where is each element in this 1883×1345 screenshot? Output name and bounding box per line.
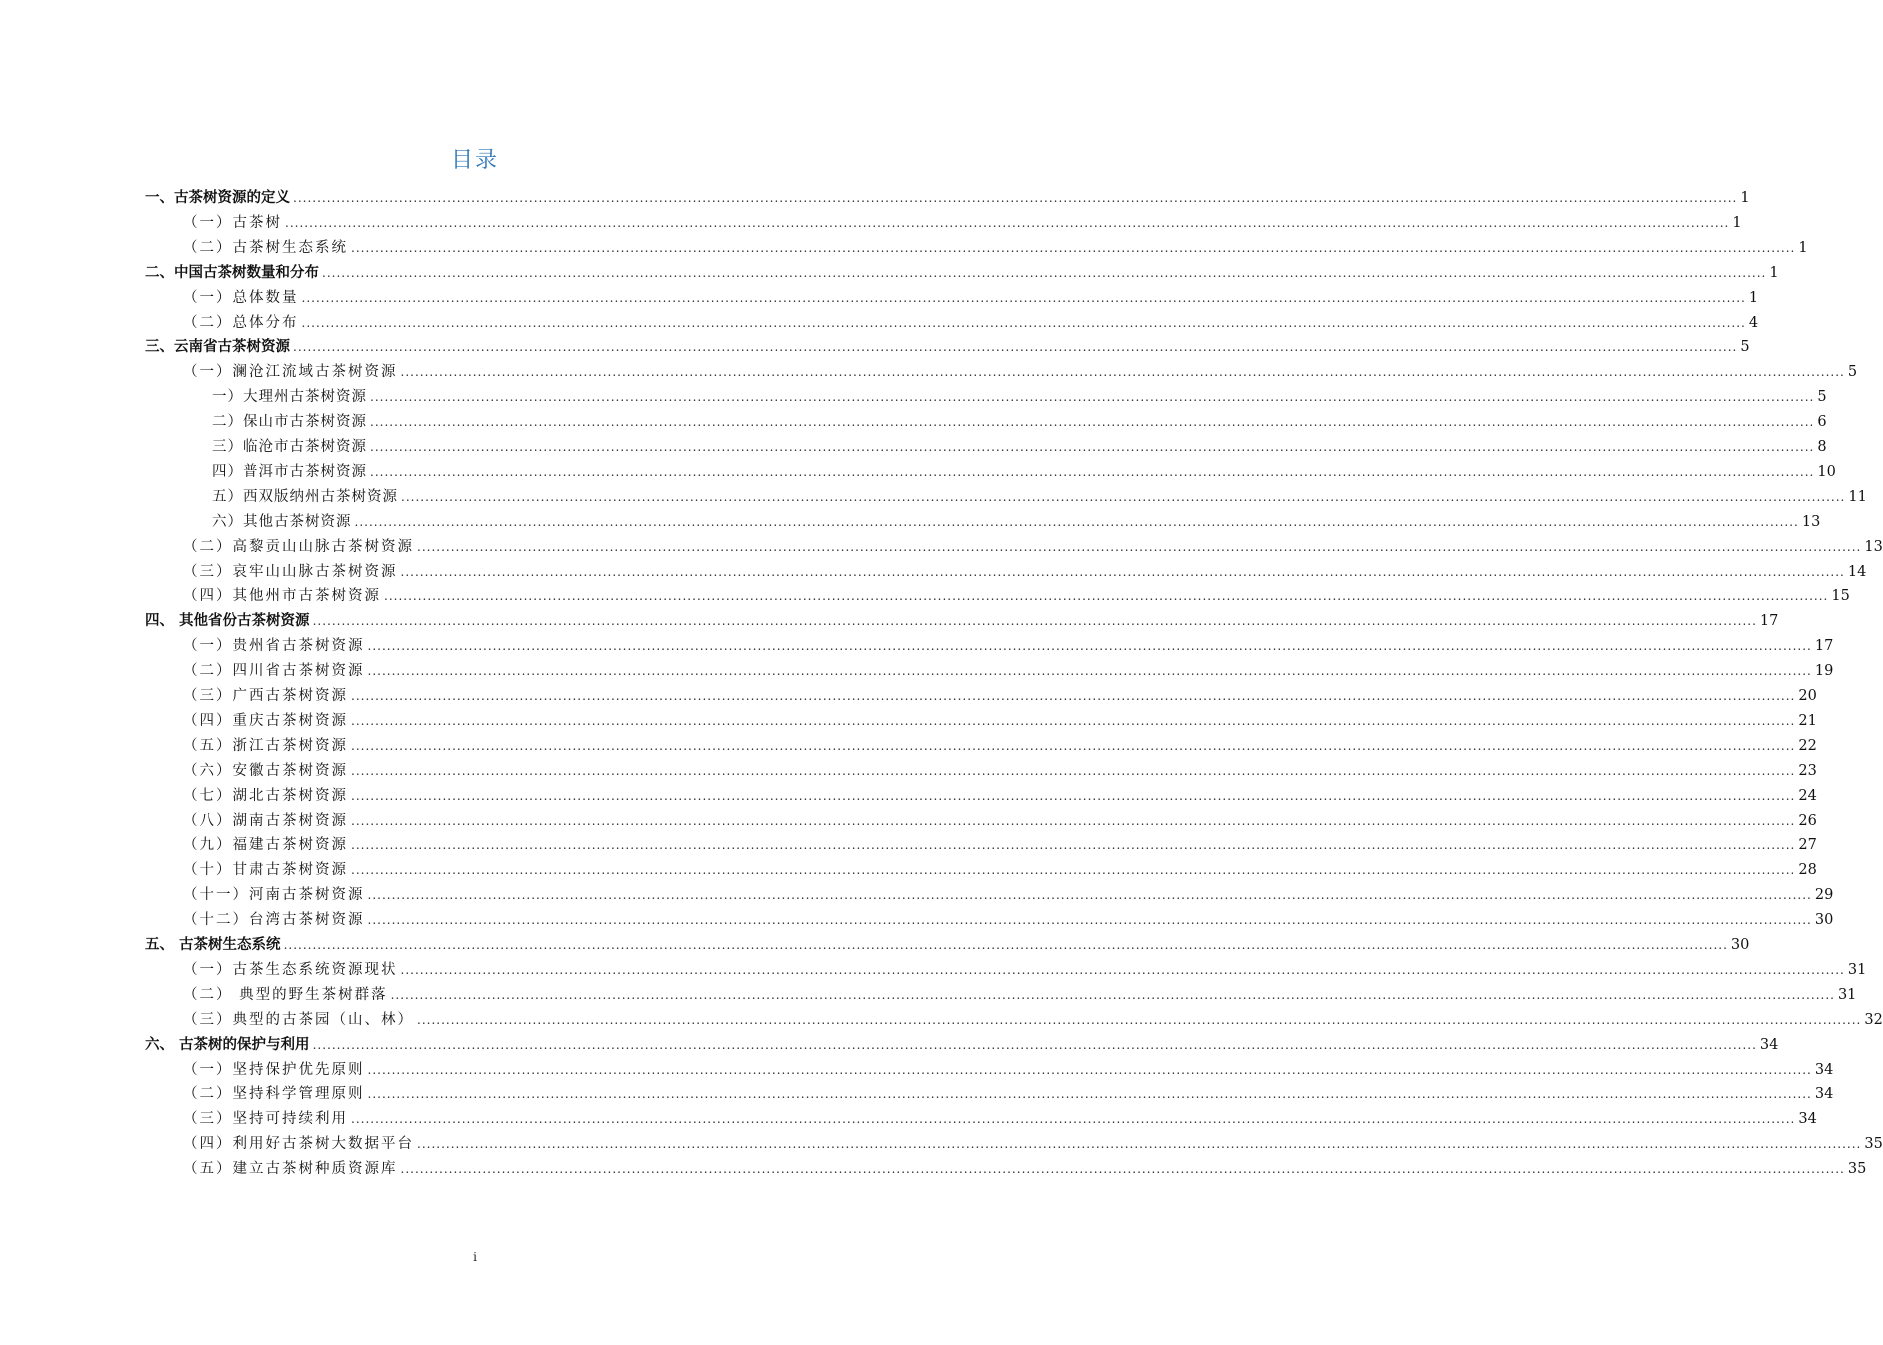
- toc-entry[interactable]: [183, 311, 1759, 335]
- toc-entry-label: （四）其他州市古茶树资源: [183, 588, 381, 605]
- toc-entry-page: 1: [1748, 289, 1759, 306]
- toc-entry-page: 26: [1798, 812, 1817, 829]
- toc-entry[interactable]: [212, 460, 1836, 484]
- toc-entry[interactable]: [183, 784, 1817, 808]
- toc-entry-label: （一）贵州省古茶树资源: [183, 638, 365, 655]
- toc-leader-dots: ............................................................................................................................................................................................................................................................................................................: [293, 340, 1738, 355]
- toc-entry-label: 四）普洱市古茶树资源: [212, 463, 367, 480]
- toc-entry-page: 34: [1814, 1061, 1834, 1078]
- toc-entry[interactable]: [183, 584, 1850, 608]
- toc-entry-page: 17: [1814, 638, 1834, 655]
- toc-entry-label: 六、 古茶树的保护与利用: [145, 1036, 310, 1053]
- toc-entry-label: 一、古茶树资源的定义: [145, 190, 290, 206]
- toc-leader-dots: ............................................................................................................................................................................................................................................................................................................: [367, 913, 1812, 928]
- toc-leader-dots: ............................................................................................................................................................................................................................................................................................................: [367, 888, 1812, 903]
- toc-entry-label: （一）古茶树: [183, 214, 282, 231]
- toc-leader-dots: ............................................................................................................................................................................................................................................................................................................: [351, 763, 1796, 778]
- toc-leader-dots: ............................................................................................................................................................................................................................................................................................................: [351, 1112, 1796, 1127]
- toc-entry-page: 10: [1817, 463, 1836, 480]
- toc-leader-dots: ............................................................................................................................................................................................................................................................................................................: [293, 191, 1738, 205]
- toc-leader-dots: ............................................................................................................................................................................................................................................................................................................: [351, 838, 1796, 853]
- toc-leader-dots: ............................................................................................................................................................................................................................................................................................................: [370, 464, 1815, 479]
- toc-leader-dots: ............................................................................................................................................................................................................................................................................................................: [351, 240, 1796, 255]
- toc-entry-label: （三）广西古茶树资源: [183, 688, 348, 704]
- toc-entry-page: 34: [1798, 1111, 1817, 1128]
- toc-entry[interactable]: [212, 485, 1867, 509]
- toc-entry[interactable]: [183, 211, 1742, 235]
- toc-entry-page: 34: [1759, 1036, 1779, 1053]
- toc-leader-dots: ............................................................................................................................................................................................................................................................................................................: [370, 415, 1815, 430]
- toc-entry-page: 6: [1817, 414, 1827, 431]
- toc-entry-page: 1: [1769, 264, 1779, 281]
- toc-entry-label: 三、云南省古茶树资源: [145, 339, 290, 356]
- toc-entry[interactable]: [183, 659, 1834, 683]
- toc-leader-dots: ............................................................................................................................................................................................................................................................................................................: [367, 1087, 1812, 1102]
- toc-leader-dots: ............................................................................................................................................................................................................................................................................................................: [400, 1162, 1845, 1177]
- toc-entry[interactable]: [212, 410, 1827, 434]
- toc-entry-page: 11: [1848, 488, 1867, 505]
- toc-entry-page: 1: [1798, 239, 1808, 256]
- toc-leader-dots: ............................................................................................................................................................................................................................................................................................................: [312, 614, 1757, 629]
- toc-leader-dots: ............................................................................................................................................................................................................................................................................................................: [370, 440, 1815, 454]
- toc-entry[interactable]: [183, 709, 1817, 733]
- toc-entry-page: 23: [1798, 762, 1817, 779]
- toc-leader-dots: ............................................................................................................................................................................................................................................................................................................: [417, 539, 1862, 554]
- toc-entry-label: 三）临沧市古茶树资源: [212, 439, 367, 455]
- toc-leader-dots: ............................................................................................................................................................................................................................................................................................................: [367, 639, 1812, 654]
- toc-entry-page: 21: [1798, 712, 1817, 729]
- toc-entry-page: 34: [1814, 1086, 1834, 1103]
- toc-entry-label: （十）甘肃古茶树资源: [183, 862, 348, 879]
- toc-entry[interactable]: [212, 385, 1827, 409]
- toc-leader-dots: ............................................................................................................................................................................................................................................................................................................: [322, 265, 1767, 280]
- toc-leader-dots: ............................................................................................................................................................................................................................................................................................................: [285, 215, 1730, 230]
- toc-entry-label: （九）福建古茶树资源: [183, 837, 348, 854]
- toc-entry-page: 20: [1798, 688, 1817, 704]
- toc-leader-dots: ............................................................................................................................................................................................................................................................................................................: [351, 713, 1796, 728]
- toc-entry[interactable]: [183, 286, 1759, 310]
- toc-entry[interactable]: [183, 560, 1867, 584]
- toc-entry-label: 四、 其他省份古茶树资源: [145, 613, 310, 630]
- toc-entry-label: 六）其他古茶树资源: [212, 513, 352, 530]
- toc-leader-dots: ............................................................................................................................................................................................................................................................................................................: [384, 589, 1829, 604]
- toc-entry[interactable]: [183, 809, 1817, 833]
- toc-entry-page: 29: [1814, 887, 1834, 904]
- toc-entry-label: （二）坚持科学管理原则: [183, 1086, 365, 1103]
- toc-entry-page: 27: [1798, 837, 1817, 854]
- toc-entry-page: 14: [1847, 563, 1867, 580]
- toc-entry-label: （四）重庆古茶树资源: [183, 712, 348, 729]
- toc-entry-label: （一）坚持保护优先原则: [183, 1061, 365, 1078]
- toc-entry-label: （三）典型的古茶园（山、林）: [183, 1011, 414, 1028]
- toc-entry[interactable]: [183, 759, 1817, 783]
- toc-entry[interactable]: [183, 236, 1808, 260]
- toc-entry[interactable]: [183, 833, 1817, 857]
- toc-leader-dots: ............................................................................................................................................................................................................................................................................................................: [390, 987, 1835, 1002]
- toc-entry-page: 13: [1801, 513, 1821, 530]
- toc-leader-dots: ............................................................................................................................................................................................................................................................................................................: [400, 564, 1845, 579]
- toc-entry[interactable]: [183, 983, 1857, 1007]
- toc-entry-label: （一）澜沧江流域古茶树资源: [183, 364, 398, 381]
- toc-entry[interactable]: [183, 1058, 1834, 1082]
- toc-entry-page: 1: [1740, 190, 1750, 206]
- toc-entry-page: 5: [1847, 364, 1858, 381]
- toc-entry-page: 1: [1732, 214, 1742, 231]
- toc-entry[interactable]: [183, 883, 1834, 907]
- toc-entry[interactable]: [145, 1033, 1779, 1057]
- toc-leader-dots: ............................................................................................................................................................................................................................................................................................................: [351, 738, 1796, 753]
- toc-entry[interactable]: [183, 734, 1817, 758]
- toc-entry-label: 一）大理州古茶树资源: [212, 389, 367, 406]
- toc-entry[interactable]: [183, 684, 1817, 708]
- toc-entry-label: （二）总体分布: [183, 314, 299, 331]
- toc-entry[interactable]: [183, 1008, 1883, 1032]
- toc-entry-label: （十一）河南古茶树资源: [183, 887, 365, 904]
- toc-entry-label: 五、 古茶树生态系统: [145, 937, 281, 953]
- toc-leader-dots: ............................................................................................................................................................................................................................................................................................................: [367, 664, 1812, 679]
- toc-entry[interactable]: [183, 535, 1883, 559]
- toc-leader-dots: ............................................................................................................................................................................................................................................................................................................: [351, 863, 1796, 878]
- toc-entry-page: 30: [1814, 912, 1834, 929]
- toc-entry-label: 二）保山市古茶树资源: [212, 414, 367, 431]
- toc-entry-label: （八）湖南古茶树资源: [183, 812, 348, 829]
- toc-entry-page: 4: [1748, 314, 1759, 331]
- toc-entry[interactable]: [183, 958, 1867, 982]
- page-number: i: [473, 1250, 477, 1264]
- toc-entry[interactable]: [183, 858, 1817, 882]
- toc-entry[interactable]: [183, 1157, 1867, 1181]
- toc-entry-label: （五）建立古茶树种质资源库: [183, 1161, 398, 1178]
- toc-entry[interactable]: [183, 1082, 1834, 1106]
- toc-entry-label: （二）古茶树生态系统: [183, 239, 348, 256]
- toc-entry[interactable]: [145, 933, 1750, 957]
- toc-entry-page: 28: [1798, 862, 1817, 879]
- toc-entry-label: 五）西双版纳州古茶树资源: [212, 488, 398, 505]
- toc-entry[interactable]: [183, 1132, 1883, 1156]
- toc-entry-label: （一）总体数量: [183, 289, 299, 306]
- toc-entry-label: （二）高黎贡山山脉古茶树资源: [183, 538, 414, 555]
- toc-entry-label: （十二）台湾古茶树资源: [183, 912, 365, 929]
- toc-entry-label: （五）浙江古茶树资源: [183, 737, 348, 754]
- toc-entry[interactable]: [212, 510, 1821, 534]
- toc-entry-label: （二） 典型的野生茶树群落: [183, 986, 388, 1003]
- toc-entry[interactable]: [145, 609, 1779, 633]
- toc-entry-page: 13: [1864, 538, 1883, 555]
- toc-entry-page: 32: [1864, 1011, 1883, 1028]
- toc-leader-dots: ............................................................................................................................................................................................................................................................................................................: [367, 1062, 1812, 1077]
- toc-entry[interactable]: [183, 634, 1834, 658]
- toc-entry-label: （七）湖北古茶树资源: [183, 787, 348, 804]
- toc-leader-dots: ............................................................................................................................................................................................................................................................................................................: [354, 514, 1799, 529]
- toc-entry[interactable]: [183, 908, 1834, 932]
- toc-entry[interactable]: [145, 335, 1750, 359]
- toc-entry-page: 24: [1798, 787, 1817, 804]
- toc-entry-page: 31: [1847, 961, 1867, 978]
- toc-entry-label: 二、中国古茶树数量和分布: [145, 264, 319, 281]
- toc-leader-dots: ............................................................................................................................................................................................................................................................................................................: [417, 1012, 1862, 1027]
- toc-leader-dots: ............................................................................................................................................................................................................................................................................................................: [417, 1137, 1862, 1152]
- toc-leader-dots: ............................................................................................................................................................................................................................................................................................................: [301, 315, 1746, 330]
- toc-leader-dots: ............................................................................................................................................................................................................................................................................................................: [301, 290, 1746, 305]
- toc-entry-page: 35: [1864, 1136, 1883, 1153]
- toc-leader-dots: ............................................................................................................................................................................................................................................................................................................: [283, 938, 1728, 952]
- toc-leader-dots: ............................................................................................................................................................................................................................................................................................................: [351, 788, 1796, 803]
- toc-entry-label: （二）四川省古茶树资源: [183, 663, 365, 680]
- toc-entry-page: 31: [1837, 986, 1857, 1003]
- toc-leader-dots: ............................................................................................................................................................................................................................................................................................................: [400, 962, 1845, 977]
- toc-entry-label: （三）哀牢山山脉古茶树资源: [183, 563, 398, 580]
- toc-entry[interactable]: [183, 360, 1858, 384]
- toc-entry-label: （六）安徽古茶树资源: [183, 762, 348, 779]
- toc-entry-label: （一）古茶生态系统资源现状: [183, 961, 398, 978]
- toc-leader-dots: ............................................................................................................................................................................................................................................................................................................: [312, 1037, 1757, 1052]
- toc-leader-dots: ............................................................................................................................................................................................................................................................................................................: [351, 689, 1796, 703]
- toc-entry-page: 30: [1730, 937, 1750, 953]
- toc-entry[interactable]: [212, 435, 1827, 459]
- toc-entry-page: 17: [1759, 613, 1779, 630]
- toc-entry-label: （三）坚持可持续利用: [183, 1111, 348, 1128]
- toc-leader-dots: ............................................................................................................................................................................................................................................................................................................: [370, 390, 1815, 405]
- toc-entry-page: 35: [1847, 1161, 1867, 1178]
- toc-leader-dots: ............................................................................................................................................................................................................................................................................................................: [400, 365, 1845, 380]
- toc-entry-page: 8: [1817, 439, 1827, 455]
- toc-entry-page: 15: [1831, 588, 1850, 605]
- toc-title: 目录: [450, 148, 499, 173]
- toc-entry-page: 19: [1814, 663, 1834, 680]
- toc-entry[interactable]: [183, 1107, 1817, 1131]
- toc-leader-dots: ............................................................................................................................................................................................................................................................................................................: [401, 489, 1846, 504]
- toc-entry-page: 5: [1817, 389, 1827, 406]
- toc-entry[interactable]: [145, 186, 1750, 210]
- toc-entry-page: 5: [1740, 339, 1750, 356]
- toc-leader-dots: ............................................................................................................................................................................................................................................................................................................: [351, 813, 1796, 828]
- toc-entry-label: （四）利用好古茶树大数据平台: [183, 1136, 414, 1153]
- toc-entry[interactable]: [145, 261, 1779, 285]
- toc-entry-page: 22: [1798, 737, 1817, 754]
